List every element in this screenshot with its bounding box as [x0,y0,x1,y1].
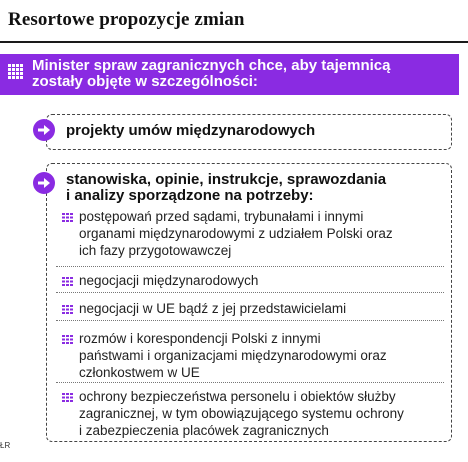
list-item-text [79,208,441,259]
list-item-text [79,388,441,439]
list-item-text [79,272,441,289]
intro-banner [0,54,459,95]
arrow-icon [33,172,55,194]
line: organami międzynarodowymi z udziałem Polski oraz [79,226,393,241]
grid-bullet-icon [62,393,73,402]
list-item-text [79,300,441,317]
list-item [56,330,444,383]
title-rule [0,41,468,43]
banner-text [32,58,390,90]
line: i zabezpieczenia placówek zagranicznych [79,423,329,438]
line: negocjacji międzynarodowych [79,273,259,288]
arrow-icon [33,119,55,141]
line: rozmów i korespondencji Polski z innymi [79,331,321,346]
banner-line-1: Minister spraw zagranicznych chce, aby tajemnicą [32,57,391,74]
item-1-label: projekty umów międzynarodowych [66,122,316,139]
line: negocjacji w UE bądź z jej przedstawicielami [79,301,347,316]
line: państwami i organizacjami międzynarodowymi oraz [79,348,387,363]
grid-bullet-icon [62,335,73,344]
list-item [56,272,444,293]
author-initials: ŁR [0,441,11,450]
banner-line-2: zostały objęte w szczególności: [32,73,258,90]
grid-bullet-icon [62,213,73,222]
line: ochrony bezpieczeństwa personelu i obiektów służby [79,389,396,404]
line: ich fazy przygotowawczej [79,243,232,258]
item-2-line-2: i analizy sporządzone na potrzeby: [66,187,314,204]
list-item [56,300,444,321]
list-item-text [79,330,441,381]
item-2-heading [66,172,386,204]
list-item [56,388,444,438]
grid-bullet-icon [62,277,73,286]
page-title: Resortowe propozycje zmian [8,9,245,30]
list-item [56,208,444,267]
line: zagranicznej, w tym obowiązującego systemu ochrony [79,406,404,421]
line: członkostwem w UE [79,365,200,380]
grid-icon [8,64,24,80]
line: postępowań przed sądami, trybunałami i innymi [79,209,364,224]
grid-bullet-icon [62,305,73,314]
item-2-line-1: stanowiska, opinie, instrukcje, sprawozdania [66,171,387,188]
